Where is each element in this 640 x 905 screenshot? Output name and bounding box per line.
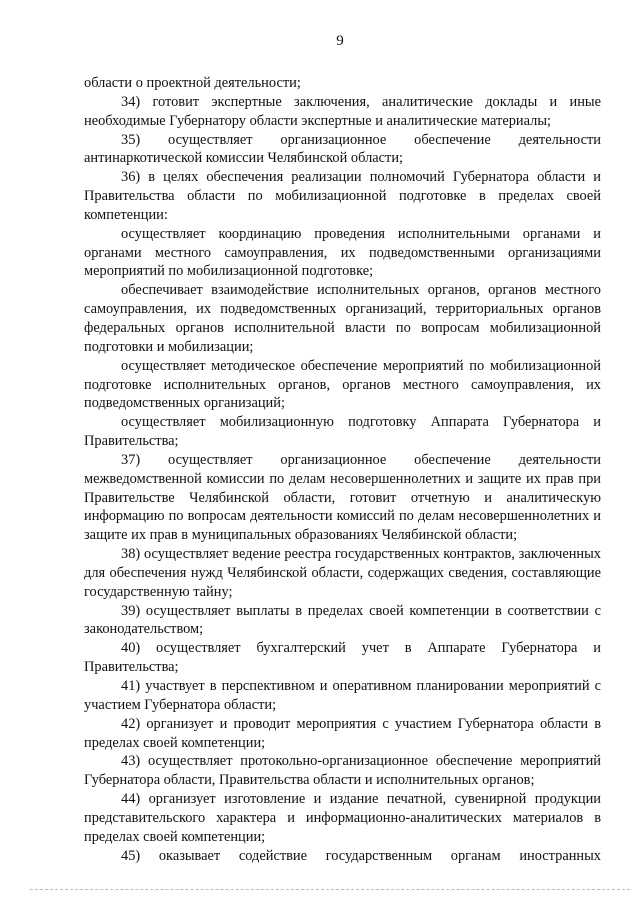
paragraph-44: 44) организует изготовление и издание печатной, сувенирной продукции представительского характера и информационно-аналитических материалов в пределах своей компетенции; — [84, 791, 601, 845]
paragraph-42: 42) организует и проводит мероприятия с участием Губернатора области в пределах своей компетенции; — [84, 715, 601, 751]
paragraph-36: 36) в целях обеспечения реализации полномочий Губернатора области и Правительства области по мобилизационной подготовке в пределах своей компетенции: — [84, 169, 601, 223]
paragraph-37: 37) осуществляет организационное обеспечение деятельности межведомственной комиссии по делам несовершеннолетних и защите их прав при Правительстве Челябинской области, готовит отчетную и аналитическую информацию по вопросам деятельности комиссий по делам несовершеннолетних и защите их прав в муниципальных образованиях Челябинской области; — [84, 451, 601, 544]
document-body — [84, 74, 601, 865]
paragraph-39: 39) осуществляет выплаты в пределах своей компетенции в соответствии с законодательством; — [84, 602, 601, 638]
paragraph-35: 35) осуществляет организационное обеспечение деятельности антинаркотической комиссии Челябинской области; — [84, 131, 601, 167]
paragraph-38: 38) осуществляет ведение реестра государственных контрактов, заключенных для обеспечения нужд Челябинской области, содержащих сведения, составляющие государственную тайну; — [84, 546, 601, 600]
paragraph-continuation: области о проектной деятельности; — [84, 75, 301, 91]
paragraph-36-coordination: осуществляет координацию проведения исполнительными органами и органами местного самоуправления, их подведомственными организациями мероприятий по мобилизационной подготовке; — [84, 225, 601, 280]
paragraph-41: 41) участвует в перспективном и оперативном планировании мероприятий с участием Губернатора области; — [84, 678, 601, 713]
footer-divider — [30, 889, 630, 890]
page-number: 9 — [336, 33, 344, 49]
paragraph-40: 40) осуществляет бухгалтерский учет в Аппарате Губернатора и Правительства; — [84, 640, 601, 676]
paragraph-36-methodical: осуществляет методическое обеспечение мероприятий по мобилизационной подготовке исполнительных органов, органов местного самоуправления, их подведомственных организаций; — [84, 357, 601, 412]
paragraph-36-mobilization: осуществляет мобилизационную подготовку Аппарата Губернатора и Правительства; — [84, 414, 601, 450]
paragraph-45: 45) оказывает содействие государственным органам иностранных — [121, 847, 601, 864]
paragraph-34: 34) готовит экспертные заключения, аналитические доклады и иные необходимые Губернатору области экспертные и аналитические материалы; — [84, 93, 601, 129]
paragraph-43: 43) осуществляет протокольно-организационное обеспечение мероприятий Губернатора области, Правительства области и исполнительных органов; — [84, 753, 601, 789]
paragraph-36-interaction: обеспечивает взаимодействие исполнительных органов, органов местного самоуправления, их подведомственных организаций, территориальных органов федеральных органов исполнительной власти по вопросам мобилизационной подготовки и мобилизации; — [84, 282, 601, 355]
